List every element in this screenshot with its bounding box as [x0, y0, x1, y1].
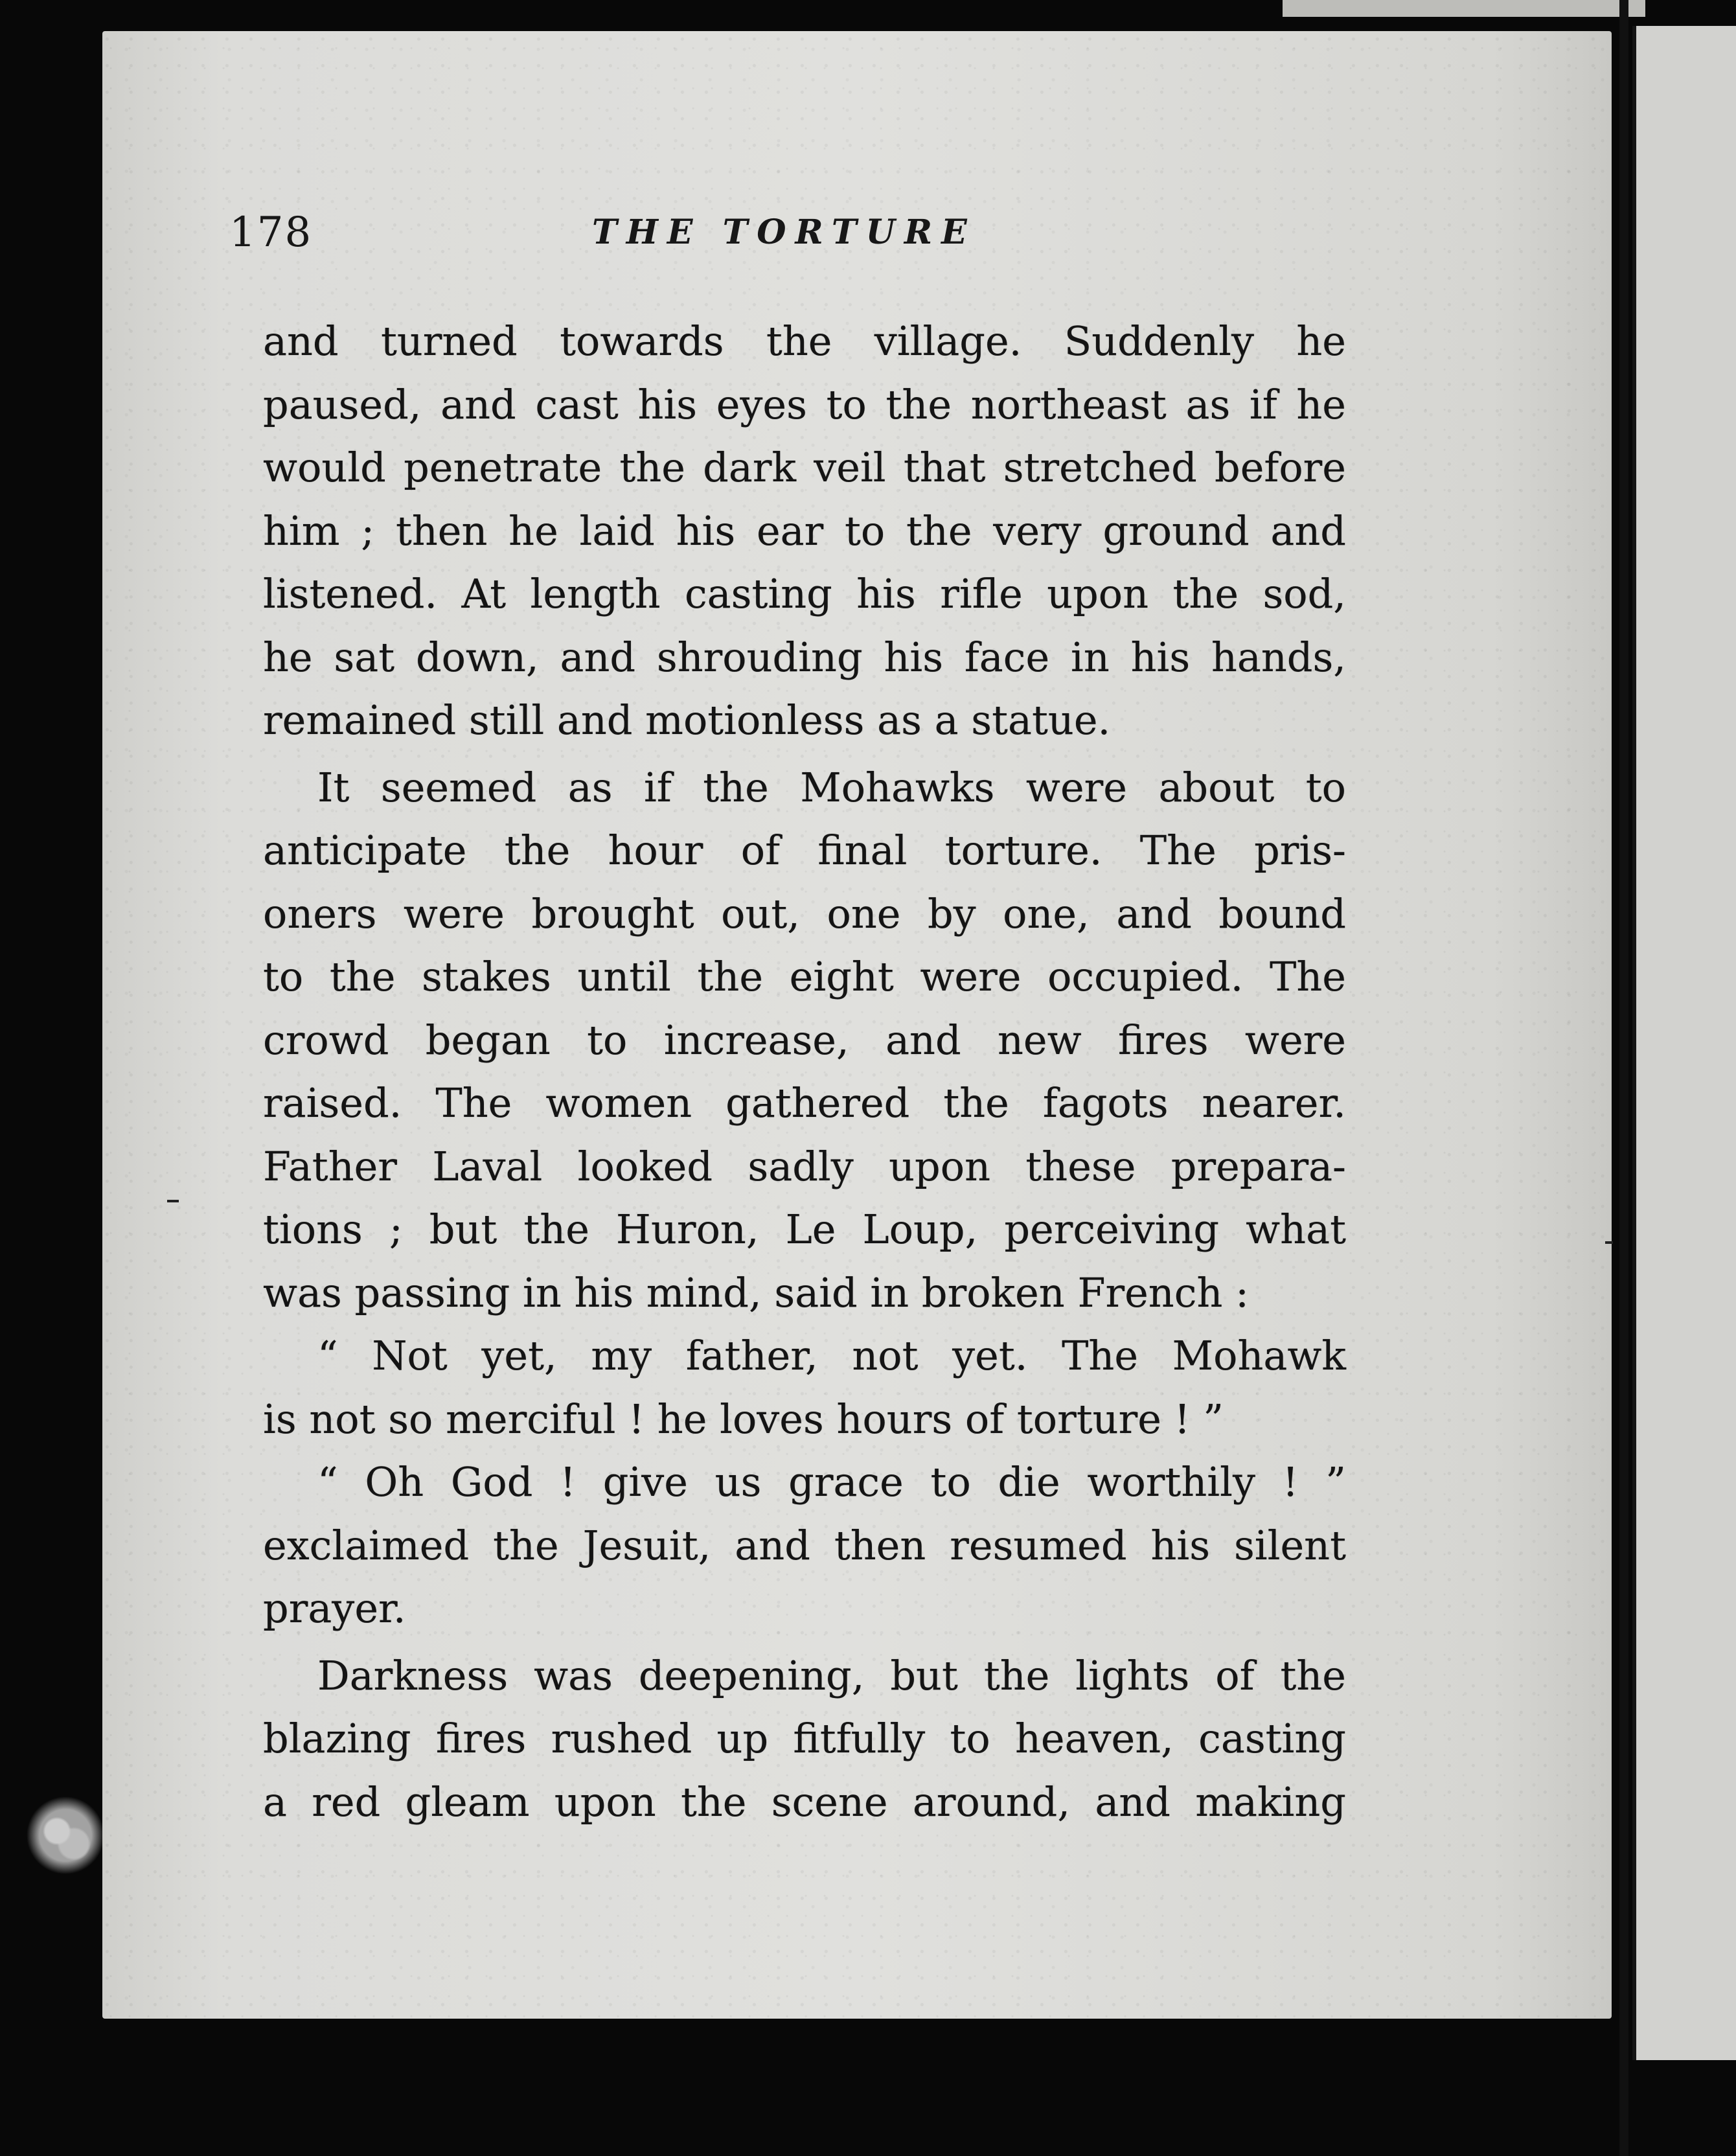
text-line: to the stakes until the eight were occupied. The: [263, 953, 1346, 1000]
text-line: Darkness was deepening, but the lights of the: [317, 1651, 1346, 1699]
text-line: oners were brought out, one by one, and bound: [263, 889, 1346, 937]
text-line: Father Laval looked sadly upon these prepara-: [263, 1142, 1346, 1190]
text-line: blazing fires rushed up fitfully to heaven, casting: [263, 1715, 1346, 1762]
margin-mark: [1605, 1241, 1613, 1244]
text-line: was passing in his mind, said in broken French :: [263, 1268, 1249, 1316]
text-line: crowd began to increase, and new fires were: [263, 1016, 1346, 1064]
running-title: THE TORTURE: [592, 212, 976, 252]
text-line: raised. The women gathered the fagots nearer.: [263, 1079, 1346, 1127]
text-line: and turned towards the village. Suddenly he: [263, 317, 1346, 365]
text-line: is not so merciful ! he loves hours of torture ! ”: [263, 1395, 1224, 1443]
text-line: “ Oh God ! give us grace to die worthily ! ”: [317, 1458, 1346, 1506]
body-text: [263, 310, 1346, 1833]
page-gutter: [1619, 0, 1628, 2156]
text-line: paused, and cast his eyes to the northeast as if he: [263, 380, 1346, 428]
text-line: would penetrate the dark veil that stretched before: [263, 444, 1346, 491]
text-line: It seemed as if the Mohawks were about to: [317, 763, 1346, 811]
text-line: tions ; but the Huron, Le Loup, perceiving what: [263, 1206, 1346, 1253]
text-line: a red gleam upon the scene around, and making: [263, 1778, 1346, 1826]
running-head: [229, 209, 1574, 273]
text-line: him ; then he laid his ear to the very ground and: [263, 507, 1346, 555]
top-edge-strip: [1283, 0, 1645, 17]
text-line: exclaimed the Jesuit, and then resumed his silent: [263, 1521, 1346, 1569]
text-line: listened. At length casting his rifle upon the sod,: [263, 570, 1346, 617]
text-line: “ Not yet, my father, not yet. The Mohawk: [317, 1332, 1346, 1379]
facing-page-edge: [1632, 26, 1736, 2060]
text-line: anticipate the hour of final torture. The pris-: [263, 827, 1346, 874]
text-line: remained still and motionless as a statue.: [263, 696, 1111, 744]
paper-blot: [23, 1793, 108, 1877]
page-number: 178: [229, 209, 313, 257]
text-line: prayer.: [263, 1585, 406, 1632]
text-line: he sat down, and shrouding his face in his hands,: [263, 633, 1346, 681]
margin-mark: [167, 1200, 179, 1202]
